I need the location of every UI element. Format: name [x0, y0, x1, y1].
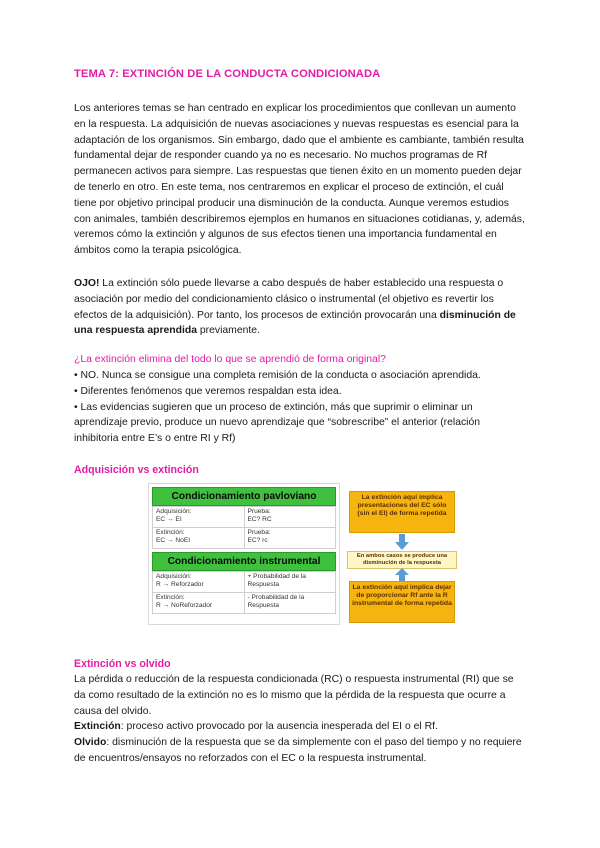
table-cell: Extinción: R → NoReforzador — [153, 592, 245, 613]
conditioning-tables — [148, 483, 340, 625]
ojo-label: OJO! — [74, 277, 100, 289]
extinction-boxes — [349, 491, 455, 623]
table-row — [153, 592, 336, 613]
question-line: ¿La extinción elimina del todo lo que se aprendió de forma original? — [74, 354, 386, 366]
olvido-section — [74, 658, 526, 767]
box-disminucion: En ambos casos se produce una disminución de la respuesta — [347, 551, 457, 569]
bullet-item: • Diferentes fenómenos que veremos respaldan esta idea. — [74, 385, 342, 397]
table-cell: + Probabilidad de la Respuesta — [244, 571, 336, 592]
table-row — [153, 527, 336, 548]
page-title: TEMA 7: EXTINCIÓN DE LA CONDUCTA CONDICIONADA — [74, 68, 381, 80]
table-cell: - Probabilidad de la Respuesta — [244, 592, 336, 613]
definition-label: Olvido — [74, 737, 107, 749]
arrow-up-icon — [394, 568, 410, 582]
document-page — [74, 68, 526, 767]
section-heading-adquisicion: Adquisición vs extinción — [74, 463, 199, 476]
ojo-paragraph — [74, 276, 526, 339]
table-cell: Adquisición: R → Reforzador — [153, 571, 245, 592]
pavloviano-table — [152, 506, 336, 549]
instrumental-header: Condicionamiento instrumental — [152, 552, 336, 571]
box-extincion-instrumental: La extinción aquí implica dejar de proporcionar Rf ante la R instrumental de forma repetida — [349, 581, 455, 623]
bullet-item: • NO. Nunca se consigue una completa remisión de la conducta o asociación aprendida. — [74, 369, 481, 381]
table-row — [153, 506, 336, 527]
ojo-text: La extinción sólo puede llevarse a cabo después de haber establecido una respuesta o asociación por medio del condicionamiento clásico o instrumental (el objetivo es revertir los efectos de la adquisición). Por tanto, los procesos de extinción provocarán una — [74, 277, 504, 321]
olvido-intro: La pérdida o reducción de la respuesta condicionada (RC) o respuesta instrumental (RI) que se da como resultado de la extinción no es lo mismo que la pérdida de la respuesta que ocurre a causa del olvido. — [74, 673, 514, 717]
table-cell: Prueba: EC? RC — [244, 506, 336, 527]
box-extincion-pavloviana: La extinción aquí implica presentaciones del EC sólo (sin el EI) de forma repetida — [349, 491, 455, 533]
table-row — [153, 571, 336, 592]
instrumental-table — [152, 571, 336, 614]
ojo-tail: previamente. — [197, 325, 260, 337]
definition-olvido: Olvido: disminución de la respuesta que se da simplemente con el paso del tiempo y no requiere de encuentros/ensayos no reforzados con el EC o la respuesta instrumental. — [74, 737, 522, 764]
ojo-bold: disminución de una respuesta aprendida — [74, 309, 516, 337]
definition-label: Extinción — [74, 721, 121, 733]
table-cell: Extinción: EC → NoEI — [153, 527, 245, 548]
bullets-block — [74, 352, 526, 447]
intro-paragraph: Los anteriores temas se han centrado en explicar los procedimientos que conllevan un aumento en la respuesta. La adquisición de nuevas asociaciones y nuevas respuestas es esencial para la adaptación de los organismos. Sin embargo, dado que el ambiente es cambiante, también resulta fundamental dejar de responder cuando ya no es necesario. No muchos programas de Rf permanecen activos para siempre. Las respuestas que tienen éxito en un momento pueden dejar de tenerlo en otro. En este tema, nos centraremos en explicar el proceso de extinción, el cuál tiene por objetivo principal producir una disminución de la conducta. Aunque veremos estudios con animales, también describiremos ejemplos en humanos en situaciones cotidianas, y, además, veremos cómo la extinción y algunos de sus efectos tienen una importancia fundamental en ámbitos como la terapia psicológica. — [74, 103, 525, 257]
arrow-down-icon — [394, 534, 410, 550]
bullet-item: • Las evidencias sugieren que un proceso de extinción, más que suprimir o eliminar un aprendizaje previo, produce un nuevo aprendizaje que “sobrescribe” el anterior (relación inhibitoria entre E’s o entre RI y Rf) — [74, 401, 481, 445]
pavloviano-header: Condicionamiento pavloviano — [152, 487, 336, 506]
comparison-figure — [74, 483, 534, 628]
definition-extincion: Extinción: proceso activo provocado por la ausencia inesperada del EI o el Rf. — [74, 721, 438, 733]
section-heading-olvido: Extinción vs olvido — [74, 657, 171, 670]
table-cell: Prueba: EC? rc — [244, 527, 336, 548]
table-cell: Adquisición: EC → EI — [153, 506, 245, 527]
